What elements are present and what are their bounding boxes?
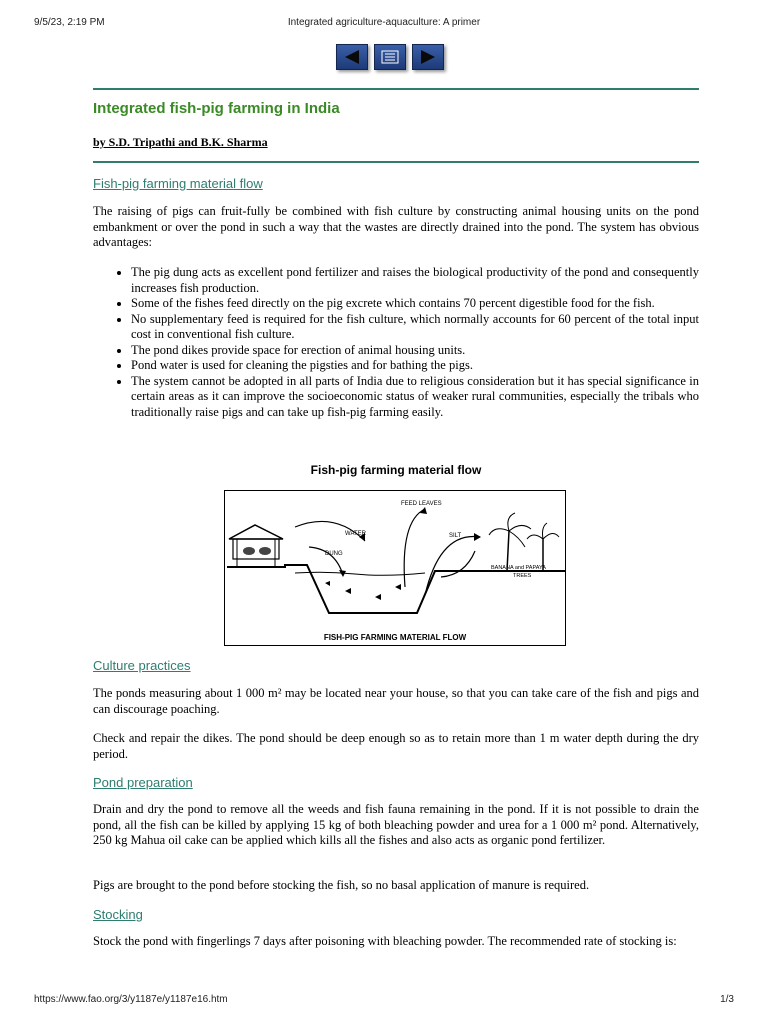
figure-caption: FISH-PIG FARMING MATERIAL FLOW: [323, 633, 467, 642]
list-item: • The system cannot be adopted in all parts of India due to religious consideration but it has special significance in certain areas as it can improve the socioeconomic status of weaker rural communities, especially the tribals who traditionally raise pigs and can take up fish-pig farming easily.: [131, 374, 699, 421]
arrow-left-icon: [343, 50, 361, 64]
top-divider: [93, 88, 699, 90]
pond-preparation-p1: Drain and dry the pond to remove all the weeds and fish fauna remaining in the pond. If it is not possible to drain the pond, all the fish can be killed by applying 15 kg of both bleaching powder and urea for a 1 000 m² pond. Alternatively, 250 kg Mahua oil cake can be applied which kills all the fishes and also acts as organic pond fertilizer.: [93, 802, 699, 847]
next-page-button[interactable]: [412, 44, 444, 70]
list-icon: [381, 50, 399, 64]
fish-drawing: [325, 581, 401, 600]
list-item: • The pond dikes provide space for erection of animal housing units.: [131, 343, 699, 359]
material-flow-intro: The raising of pigs can fruit-fully be combined with fish culture by constructing animal housing units on the pond embankment or over the pond in such a way that the wastes are directly drained into the pond. The system has obvious advantages:: [93, 204, 699, 249]
page-navigation: [336, 44, 444, 72]
list-item: • The pig dung acts as excellent pond fertilizer and raises the biological productivity of the pond and consequently increases fish production.: [131, 265, 699, 296]
label-silt: SILT: [449, 533, 462, 539]
stocking-p1: Stock the pond with fingerlings 7 days after poisoning with bleaching powder. The recommended rate of stocking is:: [93, 934, 677, 948]
article-byline: by S.D. Tripathi and B.K. Sharma: [93, 135, 268, 149]
arrow-right-icon: [419, 50, 437, 64]
advantages-list: [93, 265, 699, 420]
figure-title: Fish-pig farming material flow: [310, 463, 482, 477]
heading-pond-preparation[interactable]: Pond preparation: [93, 775, 193, 790]
trees-drawing: [489, 513, 559, 571]
list-item: • Pond water is used for cleaning the pigsties and for bathing the pigs.: [131, 358, 699, 374]
print-datetime: 9/5/23, 2:19 PM: [34, 17, 105, 28]
label-dung: DUNG: [325, 551, 343, 557]
print-doc-title: Integrated agriculture-aquaculture: A primer: [287, 17, 481, 28]
label-feed: FEED LEAVES: [401, 501, 442, 507]
heading-material-flow[interactable]: Fish-pig farming material flow: [93, 176, 263, 191]
print-page-number: 1/3: [720, 994, 734, 1005]
pigsty-drawing: [229, 525, 283, 567]
heading-stocking[interactable]: Stocking: [93, 907, 143, 922]
culture-practices-p2: Check and repair the dikes. The pond should be deep enough so as to retain more than 1 m water depth during the dry period.: [93, 731, 699, 761]
list-item: • No supplementary feed is required for the fish culture, which normally accounts for 60 percent of the total input cost in conventional fish culture.: [131, 312, 699, 343]
material-flow-figure: [224, 490, 566, 646]
article-content: [93, 100, 699, 948]
print-url: https://www.fao.org/3/y1187e/y1187e16.htm: [34, 994, 228, 1005]
culture-practices-p1: The ponds measuring about 1 000 m² may be located near your house, so that you can take care of the fish and pigs and can discourage poaching.: [93, 686, 699, 716]
print-header: [0, 17, 768, 31]
list-item: • Some of the fishes feed directly on the pig excrete which contains 70 percent digestible food for the fish.: [131, 296, 699, 312]
label-water: WATER: [345, 531, 366, 537]
label-trees-1: BANANA and PAPAYA: [491, 565, 546, 571]
print-footer: [0, 994, 768, 1008]
article-title: Integrated fish-pig farming in India: [93, 100, 340, 117]
contents-button[interactable]: [374, 44, 406, 70]
pond-preparation-p2: Pigs are brought to the pond before stocking the fish, so no basal application of manure is required.: [93, 878, 590, 892]
previous-page-button[interactable]: [336, 44, 368, 70]
material-flow-diagram: [225, 491, 565, 645]
label-trees-2: TREES: [513, 573, 532, 579]
byline-divider: [93, 161, 699, 163]
heading-culture-practices[interactable]: Culture practices: [93, 658, 191, 673]
